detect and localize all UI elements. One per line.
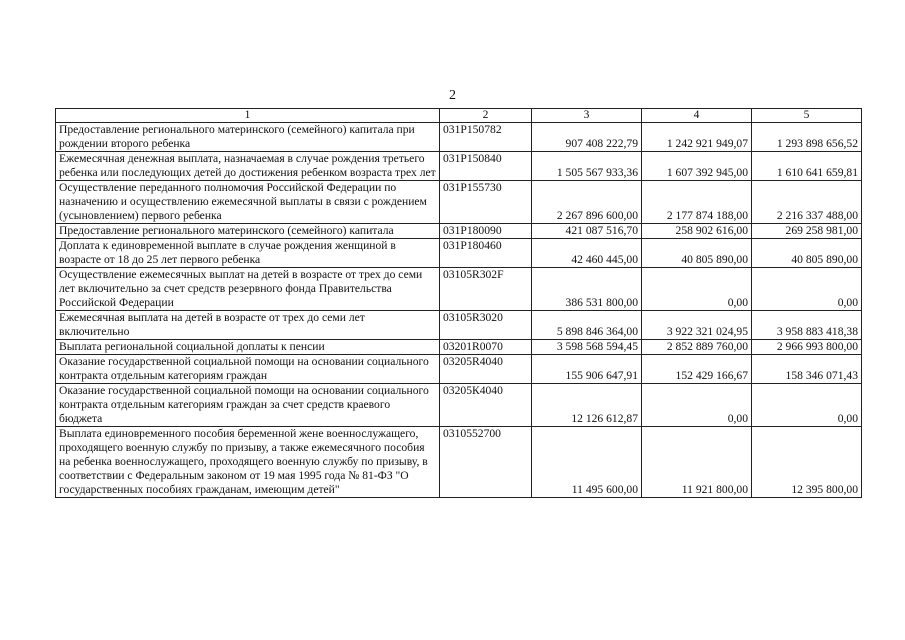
- row-code: 03105R3020: [440, 311, 532, 340]
- row-value-col5: 0,00: [752, 384, 862, 427]
- row-code: 03205R4040: [440, 355, 532, 384]
- row-value-col5: 158 346 071,43: [752, 355, 862, 384]
- row-value-col5: 2 966 993 800,00: [752, 340, 862, 355]
- row-name: Доплата к единовременной выплате в случае рождения женщиной в возрасте от 18 до 25 лет первого ребенка: [56, 239, 440, 268]
- row-value-col5: 269 258 981,00: [752, 224, 862, 239]
- table-row: [56, 268, 862, 311]
- row-value-col4: 0,00: [642, 268, 752, 311]
- row-code: 031P180460: [440, 239, 532, 268]
- row-name: Осуществление ежемесячных выплат на детей в возрасте от трех до семи лет включительно за счет средств резервного фонда Правительства Российской Федерации: [56, 268, 440, 311]
- page-number: 2: [449, 88, 456, 103]
- table-row: [56, 123, 862, 152]
- row-code: 031P150782: [440, 123, 532, 152]
- row-code: 03201R0070: [440, 340, 532, 355]
- table-row: [56, 311, 862, 340]
- row-value-col5: 3 958 883 418,38: [752, 311, 862, 340]
- row-value-col3: 421 087 516,70: [532, 224, 642, 239]
- row-code: 031P155730: [440, 181, 532, 224]
- row-code: 031P150840: [440, 152, 532, 181]
- row-value-col3: 3 598 568 594,45: [532, 340, 642, 355]
- row-value-col4: 1 242 921 949,07: [642, 123, 752, 152]
- row-name: Выплата региональной социальной доплаты к пенсии: [56, 340, 440, 355]
- row-name: Выплата единовременного пособия беременной жене военнослужащего, проходящего военную службу по призыву, а также ежемесячного пособия на ребенка военнослужащего, проходящего военную службу по призыву, в соответствии с Федеральным законом от 19 мая 1995 года № 81-ФЗ "О государственных пособиях гражданам, имеющим детей": [56, 427, 440, 498]
- row-value-col3: 1 505 567 933,36: [532, 152, 642, 181]
- row-code: 031P180090: [440, 224, 532, 239]
- column-header-5: 5: [752, 109, 862, 123]
- row-value-col3: 907 408 222,79: [532, 123, 642, 152]
- row-value-col4: 0,00: [642, 384, 752, 427]
- row-value-col5: 12 395 800,00: [752, 427, 862, 498]
- row-value-col3: 11 495 600,00: [532, 427, 642, 498]
- table-row: [56, 427, 862, 498]
- row-value-col3: 2 267 896 600,00: [532, 181, 642, 224]
- header-row: [56, 109, 862, 123]
- table-row: [56, 340, 862, 355]
- row-value-col3: 386 531 800,00: [532, 268, 642, 311]
- row-value-col4: 11 921 800,00: [642, 427, 752, 498]
- row-name: Оказание государственной социальной помощи на основании социального контракта отдельным категориям граждан: [56, 355, 440, 384]
- table-row: [56, 181, 862, 224]
- row-value-col3: 155 906 647,91: [532, 355, 642, 384]
- row-value-col4: 2 852 889 760,00: [642, 340, 752, 355]
- row-code: 0310552700: [440, 427, 532, 498]
- row-name: Осуществление переданного полномочия Российской Федерации по назначению и осуществлению ежемесячной выплаты в связи с рождением (усыновлением) первого ребенка: [56, 181, 440, 224]
- row-value-col4: 3 922 321 024,95: [642, 311, 752, 340]
- column-header-4: 4: [642, 109, 752, 123]
- table-row: [56, 384, 862, 427]
- column-header-1: 1: [56, 109, 440, 123]
- table-row: [56, 355, 862, 384]
- column-header-2: 2: [440, 109, 532, 123]
- row-name: Ежемесячная выплата на детей в возрасте от трех до семи лет включительно: [56, 311, 440, 340]
- row-name: Предоставление регионального материнского (семейного) капитала: [56, 224, 440, 239]
- row-value-col3: 12 126 612,87: [532, 384, 642, 427]
- row-code: 03105R302F: [440, 268, 532, 311]
- row-code: 03205К4040: [440, 384, 532, 427]
- row-value-col3: 5 898 846 364,00: [532, 311, 642, 340]
- table-row: [56, 152, 862, 181]
- budget-table: [55, 108, 862, 498]
- row-name: Предоставление регионального материнского (семейного) капитала при рождении второго ребенка: [56, 123, 440, 152]
- row-name: Оказание государственной социальной помощи на основании социального контракта отдельным категориям граждан за счет средств краевого бюджета: [56, 384, 440, 427]
- row-value-col5: 40 805 890,00: [752, 239, 862, 268]
- row-value-col5: 0,00: [752, 268, 862, 311]
- table-row: [56, 224, 862, 239]
- row-value-col4: 152 429 166,67: [642, 355, 752, 384]
- row-value-col5: 1 610 641 659,81: [752, 152, 862, 181]
- row-value-col5: 2 216 337 488,00: [752, 181, 862, 224]
- row-value-col5: 1 293 898 656,52: [752, 123, 862, 152]
- row-value-col4: 258 902 616,00: [642, 224, 752, 239]
- row-value-col3: 42 460 445,00: [532, 239, 642, 268]
- row-value-col4: 40 805 890,00: [642, 239, 752, 268]
- column-header-3: 3: [532, 109, 642, 123]
- row-value-col4: 1 607 392 945,00: [642, 152, 752, 181]
- row-value-col4: 2 177 874 188,00: [642, 181, 752, 224]
- row-name: Ежемесячная денежная выплата, назначаемая в случае рождения третьего ребенка или последующих детей до достижения ребенком возраста трех лет: [56, 152, 440, 181]
- table-row: [56, 239, 862, 268]
